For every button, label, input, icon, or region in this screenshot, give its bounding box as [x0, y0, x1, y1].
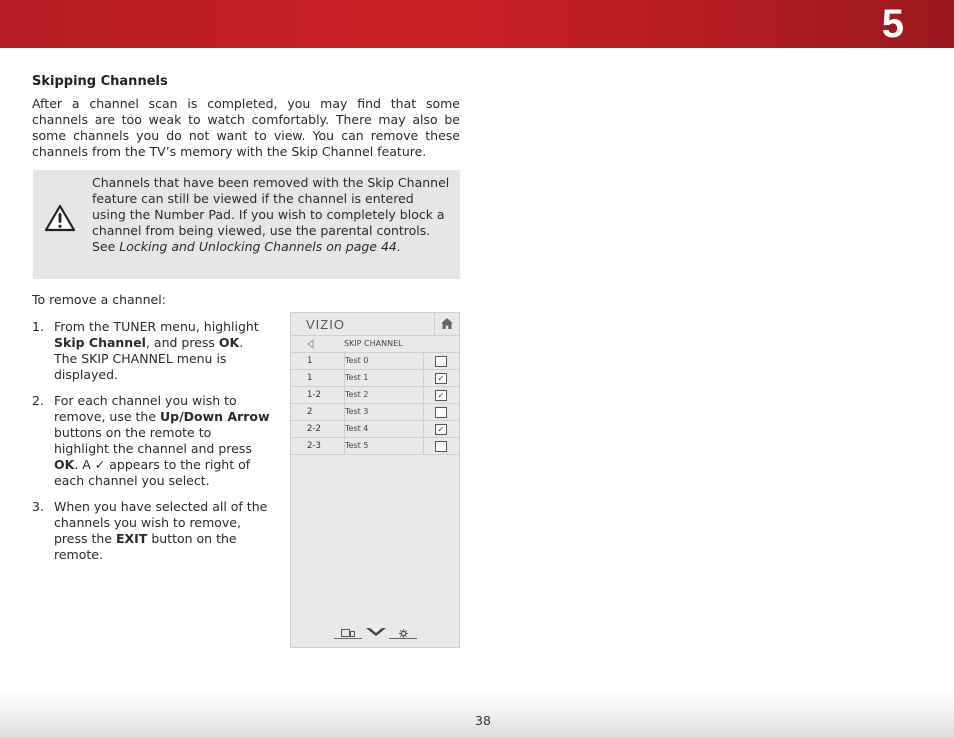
channel-row[interactable]: [291, 370, 459, 387]
step-number: 2.: [32, 393, 44, 408]
channel-number: 2: [307, 407, 313, 417]
channel-name-text: Test 3: [345, 407, 369, 416]
chapter-number: 5: [881, 2, 904, 46]
step-bold: EXIT: [115, 531, 148, 546]
skip-checkbox[interactable]: ✓: [435, 373, 447, 384]
skip-checkbox[interactable]: ✓: [435, 390, 447, 401]
skip-checkbox[interactable]: [435, 356, 447, 367]
wide-icon: [341, 629, 355, 637]
gear-icon: [399, 629, 408, 638]
channel-name-text: Test 0: [345, 356, 369, 365]
column-divider: [423, 438, 424, 454]
channel-name: [344, 404, 368, 420]
channel-name: [344, 370, 368, 386]
channel-name-text: Test 4: [345, 424, 369, 433]
skip-checkbox[interactable]: [435, 441, 447, 452]
channel-name: [344, 387, 368, 403]
note-text: [92, 175, 450, 255]
steps-lead: To remove a channel:: [32, 292, 166, 307]
step-number: 1.: [32, 319, 44, 334]
home-button[interactable]: [434, 313, 459, 335]
channel-name-text: Test 5: [345, 441, 369, 450]
channel-number: 2-2: [307, 424, 321, 434]
channel-name-text: Test 2: [345, 390, 369, 399]
column-divider: [423, 421, 424, 437]
step-1: [32, 319, 270, 383]
step-text: For each channel you wish to remove, use the: [54, 393, 237, 424]
vizio-logo: VIZIO: [306, 317, 345, 332]
step-bold: Up/Down Arrow: [160, 409, 270, 424]
step-text: . The SKIP CHANNEL menu is displayed.: [54, 335, 244, 382]
channel-number: 1-2: [307, 390, 321, 400]
step-2: [32, 393, 270, 489]
channel-number: 1: [307, 373, 313, 383]
step-3: [32, 499, 270, 563]
column-divider: [423, 404, 424, 420]
step-number: 3.: [32, 499, 44, 514]
note-box: [33, 170, 460, 279]
intro-paragraph: After a channel scan is completed, you may find that some channels are too weak to watch comfortably. There may also be some channels you do not want to view. You can remove these channels from the TV’s memory with the Skip Channel feature.: [32, 96, 460, 159]
chapter-banner: [0, 0, 954, 48]
channel-row[interactable]: [291, 438, 459, 455]
step-text: From the TUNER menu, highlight: [54, 319, 259, 334]
step-bold: OK: [218, 335, 240, 350]
note-body: Channels that have been removed with the Skip Channel feature can still be viewed if the channel is entered using the Number Pad. If you wish to completely block a channel from being viewed, use the parental controls. See: [92, 175, 450, 254]
channel-name: [344, 353, 368, 369]
channel-number: 1: [307, 356, 313, 366]
skip-checkbox[interactable]: ✓: [435, 424, 447, 435]
step-bold: OK: [54, 457, 75, 472]
column-divider: [423, 370, 424, 386]
note-reference: Locking and Unlocking Channels on page 44: [119, 239, 397, 254]
column-divider: [423, 387, 424, 403]
step-text: button on the remote.: [54, 531, 237, 562]
home-icon: [441, 318, 453, 329]
step-text: When you have selected all of the channels you wish to remove, press the: [54, 499, 268, 546]
warning-icon: [44, 204, 76, 232]
column-divider: [423, 353, 424, 369]
vizio-v-icon[interactable]: [366, 627, 386, 637]
tv-menu-screenshot: [290, 312, 460, 648]
channel-row[interactable]: [291, 387, 459, 404]
skip-checkbox[interactable]: [435, 407, 447, 418]
channel-name-text: Test 1: [345, 373, 369, 382]
step-text: . A ✓ appears to the right of each channel you select.: [54, 457, 251, 488]
footer-band: [0, 686, 954, 738]
channel-name: [344, 421, 368, 437]
note-suffix: .: [396, 239, 401, 254]
tv-menu-footer: [291, 625, 461, 641]
channel-row[interactable]: [291, 353, 459, 370]
channel-row[interactable]: [291, 404, 459, 421]
steps-list: [32, 319, 270, 573]
page-number: 38: [475, 713, 491, 728]
tv-menu-title-row: [291, 336, 459, 353]
settings-button[interactable]: [389, 629, 417, 639]
tv-menu-title: SKIP CHANNEL: [344, 339, 403, 348]
wide-button[interactable]: [334, 629, 362, 639]
channel-row[interactable]: [291, 421, 459, 438]
channel-name: [344, 438, 368, 454]
tv-menu-header: [291, 313, 459, 336]
step-text: buttons on the remote to highlight the channel and press: [54, 425, 252, 456]
back-arrow-icon[interactable]: [307, 339, 314, 349]
section-title: Skipping Channels: [32, 74, 168, 89]
channel-number: 2-3: [307, 441, 321, 451]
step-bold: Skip Channel: [54, 335, 146, 350]
step-text: , and press: [145, 335, 219, 350]
